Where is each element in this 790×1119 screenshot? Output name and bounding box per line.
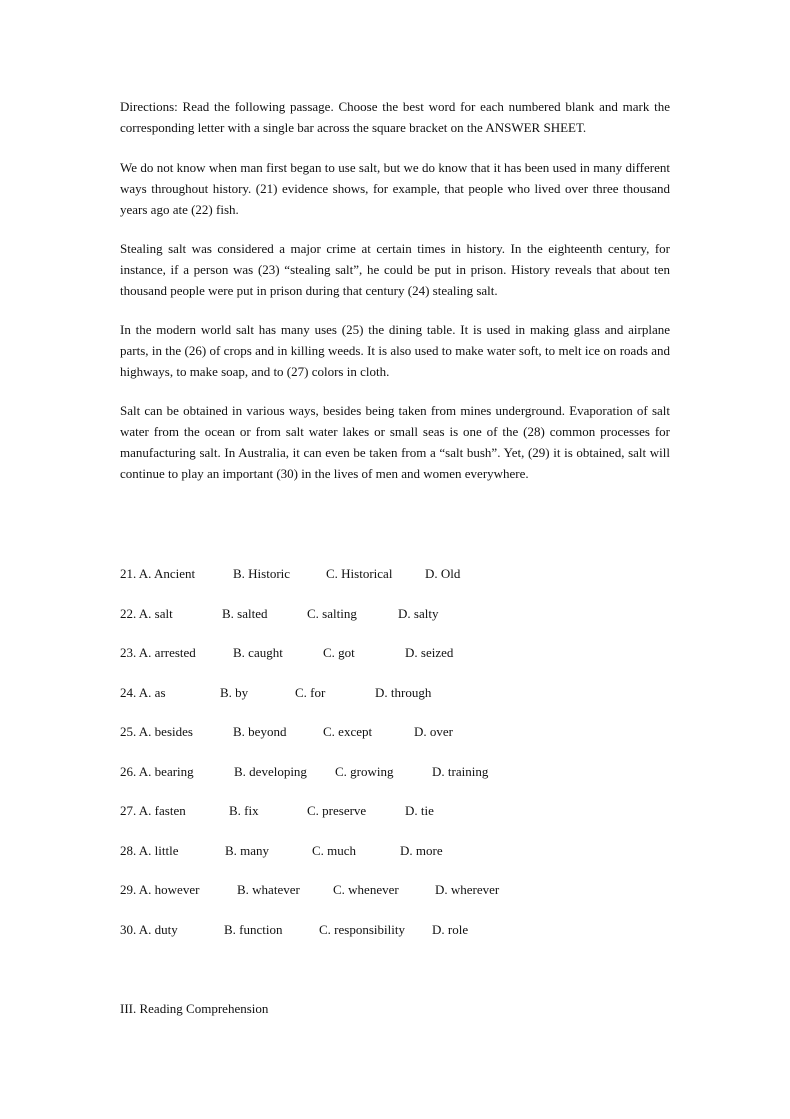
directions-text: Directions: Read the following passage. Choose the best word for each numbered blank and mark the corresponding letter with a single bar across the square bracket on the ANSWER SHEET. (120, 99, 670, 135)
option-c: C. much (312, 842, 357, 858)
option-a: 30. A. duty (120, 921, 178, 937)
passage-paragraph-2: Stealing salt was considered a major crime at certain times in history. In the eighteenth century, for instance, if a person was (23) “stealing salt”, he could be put in prison. History reveals that about ten thousand people were put in prison during that century (24) stealing salt. (120, 241, 670, 298)
option-a: 29. A. however (120, 882, 200, 897)
option-c: C. except (323, 724, 373, 739)
option-d: D. more (400, 842, 443, 858)
option-d: D. tie (405, 803, 434, 818)
option-a: 24. A. as (120, 684, 166, 700)
option-b: B. salted (222, 605, 268, 621)
option-a: 22. A. salt (120, 605, 173, 621)
option-c: C. responsibility (319, 921, 405, 937)
option-a: 27. A. fasten (120, 803, 186, 818)
option-d: D. over (414, 724, 453, 739)
option-b: B. many (225, 842, 270, 858)
option-d: D. seized (405, 645, 454, 660)
option-b: B. developing (234, 763, 307, 779)
option-a: 25. A. besides (120, 724, 193, 739)
option-b: B. Historic (233, 566, 291, 581)
option-b: B. caught (233, 645, 283, 660)
option-d: D. Old (425, 566, 461, 581)
option-a: 21. A. Ancient (120, 566, 196, 581)
section-heading: III. Reading Comprehension (120, 1001, 269, 1016)
option-c: C. whenever (333, 882, 399, 897)
option-c: C. got (323, 645, 355, 660)
option-c: C. preserve (307, 803, 367, 818)
option-c: C. Historical (326, 566, 393, 581)
passage-paragraph-1: We do not know when man first began to use salt, but we do know that it has been used in many different ways throughout history. (21) evidence shows, for example, that people who lived over three thousand years ago ate (22) fish. (120, 160, 670, 217)
option-d: D. through (375, 684, 432, 700)
option-b: B. beyond (233, 724, 287, 739)
option-b: B. whatever (237, 882, 300, 897)
passage-paragraph-3: In the modern world salt has many uses (25) the dining table. It is used in making glass and airplane parts, in the (26) of crops and in killing weeds. It is also used to make water soft, to melt ice on roads and highways, to make soap, and to (27) colors in cloth. (120, 322, 670, 379)
option-a: 28. A. little (120, 842, 179, 858)
option-b: B. by (220, 684, 249, 700)
option-c: C. for (295, 684, 326, 700)
option-a: 26. A. bearing (120, 763, 194, 779)
option-d: D. salty (398, 605, 439, 621)
option-a: 23. A. arrested (120, 645, 196, 660)
option-d: D. role (432, 921, 469, 937)
option-c: C. salting (307, 605, 357, 621)
option-d: D. training (432, 763, 489, 779)
option-d: D. wherever (435, 882, 500, 897)
option-c: C. growing (335, 763, 394, 779)
option-b: B. fix (229, 803, 259, 818)
option-b: B. function (224, 921, 283, 937)
passage-paragraph-4: Salt can be obtained in various ways, besides being taken from mines underground. Evaporation of salt water from the ocean or from salt water lakes or small seas is one of the (28) common processes for manufacturing salt. In Australia, it can even be taken from a “salt bush”. Yet, (29) it is obtained, salt will continue to play an important (30) in the lives of men and women everywhere. (120, 403, 670, 481)
